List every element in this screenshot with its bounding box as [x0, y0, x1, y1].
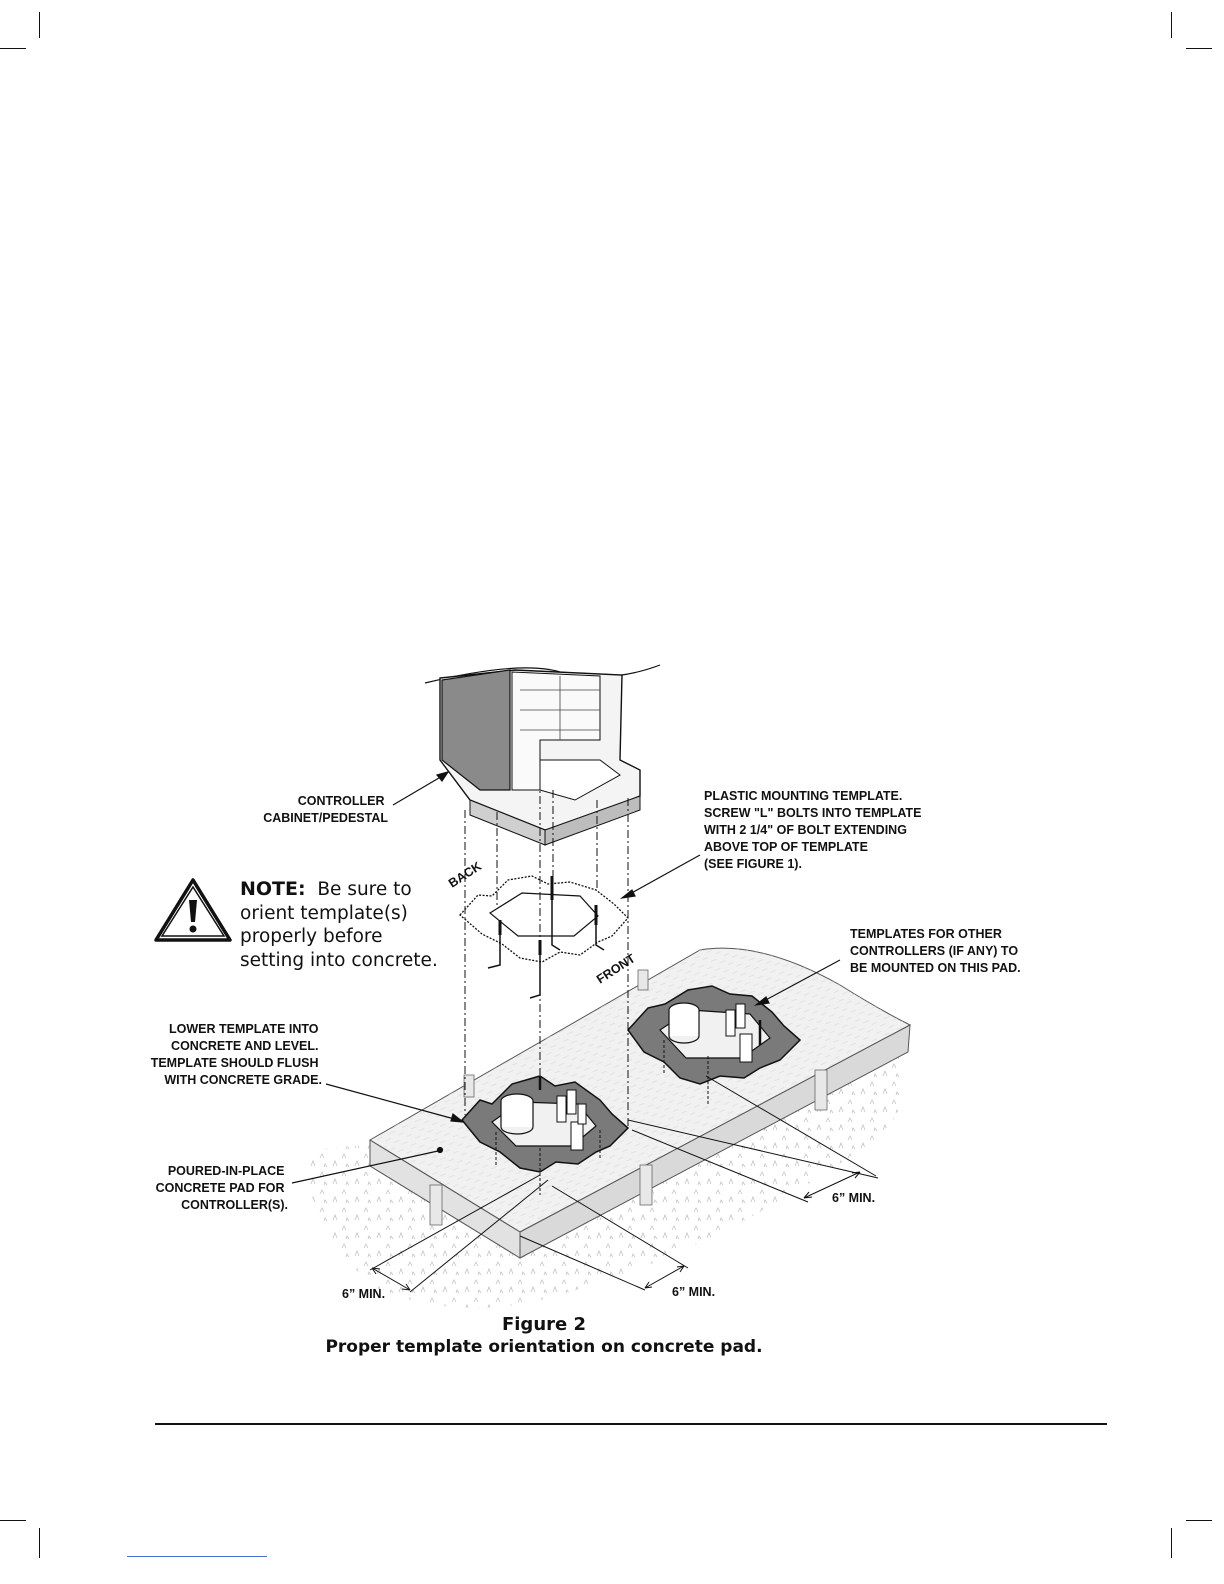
warning-icon	[156, 880, 230, 940]
label-lower-template: LOWER TEMPLATE INTO CONCRETE AND LEVEL. TEMPLATE SHOULD FLUSH WITH CONCRETE GRADE.	[150, 1022, 322, 1087]
figure-number: Figure 2	[501, 1314, 587, 1335]
label-other-templates: TEMPLATES FOR OTHER CONTROLLERS (IF ANY) TO BE MOUNTED ON THIS PAD.	[850, 927, 1021, 975]
label-concrete-pad: POURED-IN-PLACE CONCRETE PAD FOR CONTROLLER(S).	[155, 1164, 288, 1212]
label-front: FRONT	[594, 951, 638, 987]
controller-cabinet	[425, 665, 660, 845]
label-min-left: 6” MIN.	[342, 1287, 386, 1301]
label-plastic-template: PLASTIC MOUNTING TEMPLATE. SCREW "L" BOLTS INTO TEMPLATE WITH 2 1/4" OF BOLT EXTENDING ABOVE TOP OF TEMPLATE (SEE FIGURE 1).	[704, 789, 922, 871]
note-text: Be sure to orient template(s) properly before setting into concrete.	[240, 879, 438, 971]
label-min-right: 6” MIN.	[832, 1191, 876, 1205]
label-controller-cabinet: CONTROLLER CABINET/PEDESTAL	[263, 794, 388, 825]
figure-title: Proper template orientation on concrete pad.	[325, 1337, 763, 1357]
label-back: BACK	[446, 859, 484, 891]
label-min-front: 6” MIN.	[672, 1285, 716, 1299]
footer-link-underline	[127, 1556, 267, 1557]
note-heading: NOTE:	[240, 878, 306, 900]
note-box	[240, 878, 440, 972]
footer-rule	[155, 1423, 1107, 1425]
